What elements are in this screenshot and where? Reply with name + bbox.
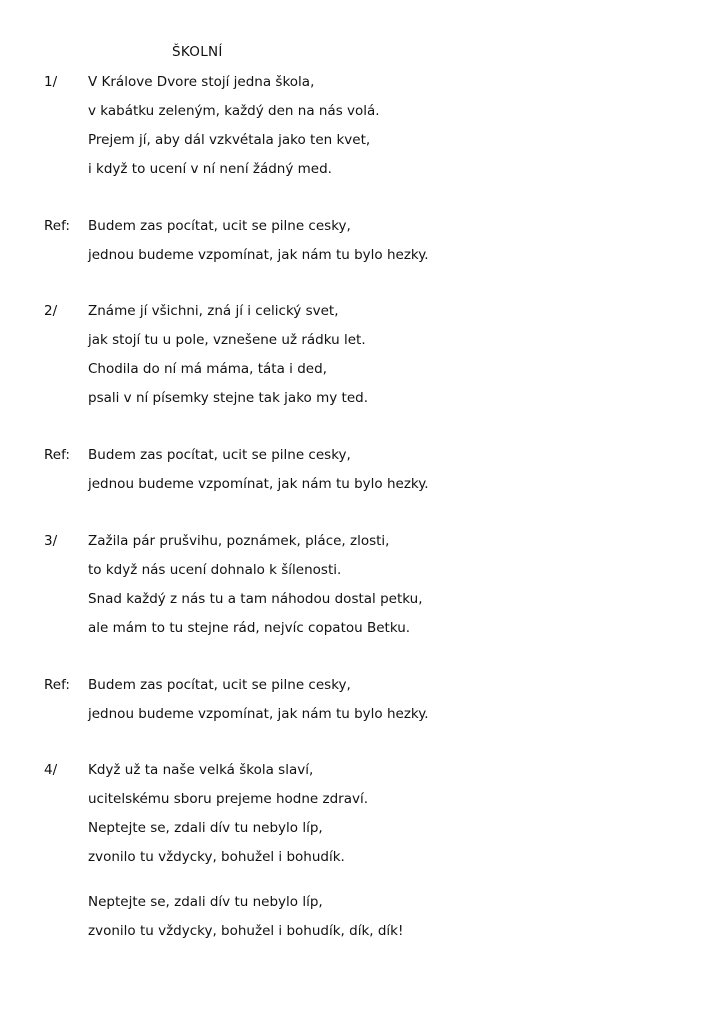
lyric-line: Budem zas pocítat, ucit se pilne cesky, [88, 677, 351, 693]
lyric-line: jednou budeme vzpomínat, jak nám tu bylo hezky. [88, 706, 429, 722]
section-label: Ref: [44, 677, 70, 693]
song-title: ŠKOLNÍ [172, 44, 223, 60]
lyric-line: psali v ní písemky stejne tak jako my ted. [88, 390, 368, 406]
lyric-line: Budem zas pocítat, ucit se pilne cesky, [88, 447, 351, 463]
lyric-line: i když to ucení v ní není žádný med. [88, 161, 332, 177]
lyric-line: Známe jí všichni, zná jí i celický svet, [88, 303, 339, 319]
section-label: 1/ [44, 74, 58, 90]
lyric-line: jak stojí tu u pole, vznešene už rádku let. [88, 332, 366, 348]
section-label: Ref: [44, 218, 70, 234]
lyric-line: to když nás ucení dohnalo k šílenosti. [88, 562, 342, 578]
lyric-line: ale mám to tu stejne rád, nejvíc copatou Betku. [88, 620, 411, 636]
lyric-line: jednou budeme vzpomínat, jak nám tu bylo hezky. [88, 476, 429, 492]
lyric-line: V Králove Dvore stojí jedna škola, [88, 74, 315, 90]
lyric-line: Zažila pár prušvihu, poznámek, pláce, zlosti, [88, 533, 390, 549]
lyric-line: v kabátku zeleným, každý den na nás volá. [88, 103, 380, 119]
lyric-line: Chodila do ní má máma, táta i ded, [88, 361, 327, 377]
lyric-line: jednou budeme vzpomínat, jak nám tu bylo hezky. [88, 247, 429, 263]
lyric-line: Prejem jí, aby dál vzkvétala jako ten kvet, [88, 132, 371, 148]
lyric-line: zvonilo tu vždycky, bohužel i bohudík. [88, 849, 345, 865]
lyric-line: Budem zas pocítat, ucit se pilne cesky, [88, 218, 351, 234]
lyric-line: Snad každý z nás tu a tam náhodou dostal petku, [88, 591, 423, 607]
lyric-line: ucitelskému sboru prejeme hodne zdraví. [88, 791, 368, 807]
lyric-line: Když už ta naše velká škola slaví, [88, 762, 314, 778]
section-label: 2/ [44, 303, 58, 319]
section-label: Ref: [44, 447, 70, 463]
lyric-line: Neptejte se, zdali dív tu nebylo líp, [88, 820, 323, 836]
section-label: 4/ [44, 762, 58, 778]
lyric-line: Neptejte se, zdali dív tu nebylo líp, [88, 894, 323, 910]
section-label: 3/ [44, 533, 58, 549]
lyric-line: zvonilo tu vždycky, bohužel i bohudík, dík, dík! [88, 923, 404, 939]
